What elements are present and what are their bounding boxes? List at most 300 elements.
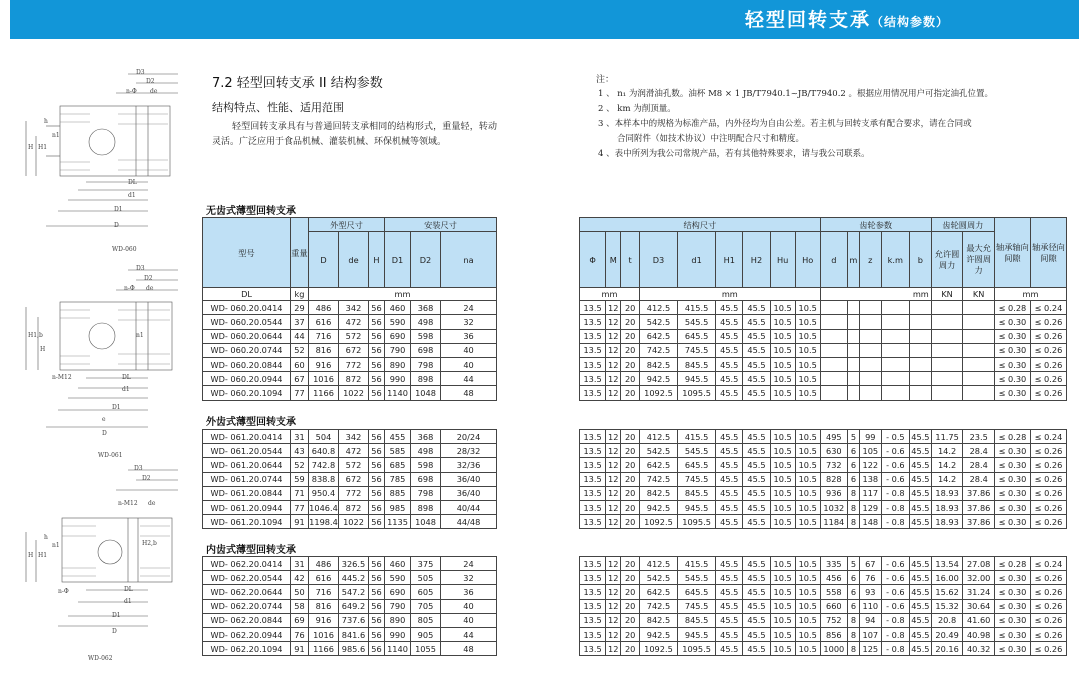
table-cell: 630 <box>820 444 847 458</box>
table-cell: 12 <box>606 458 621 472</box>
table-cell: 415.5 <box>678 430 716 444</box>
model-cell: WD- 060.20.0414 <box>203 301 291 315</box>
table-cell: 412.5 <box>639 557 677 571</box>
table-cell: 10.5 <box>770 315 795 329</box>
table-cell: 45.5 <box>716 357 743 371</box>
table-cell: 43 <box>291 444 309 458</box>
table-cell: ≤ 0.30 <box>994 372 1030 386</box>
drawing-label: de <box>150 88 158 95</box>
table-cell: 816 <box>309 599 339 613</box>
table-cell: 616 <box>309 571 339 585</box>
table-cell: 1166 <box>309 642 339 656</box>
col-b: b <box>909 232 931 288</box>
table-cell: ≤ 0.24 <box>1030 301 1066 315</box>
table-cell: 642.5 <box>639 585 677 599</box>
table-cell: 505 <box>411 571 441 585</box>
table-cell: 12 <box>606 627 621 641</box>
table-cell: 558 <box>820 585 847 599</box>
col-d1: d1 <box>678 232 716 288</box>
table-cell: 91 <box>291 642 309 656</box>
table-cell: 8 <box>847 613 859 627</box>
table-cell: 716 <box>309 585 339 599</box>
table-cell: 30.64 <box>963 599 995 613</box>
table-cell: 660 <box>820 599 847 613</box>
table-cell: ≤ 0.26 <box>1030 627 1066 641</box>
table-cell: 495 <box>820 430 847 444</box>
table-cell: 45.5 <box>716 571 743 585</box>
table-cell: 15.32 <box>931 599 963 613</box>
model-cell: WD- 060.20.0544 <box>203 315 291 329</box>
table-cell: 45.5 <box>716 515 743 529</box>
table-cell: ≤ 0.30 <box>994 444 1030 458</box>
table-cell: 129 <box>859 500 881 514</box>
table-cell: 845.5 <box>678 357 716 371</box>
table-cell: ≤ 0.26 <box>1030 444 1066 458</box>
page-banner <box>10 0 1079 39</box>
table-cell: 10.5 <box>770 642 795 656</box>
table-row <box>580 386 1067 400</box>
col-struct: 结构尺寸 <box>580 218 821 232</box>
table-cell: 20 <box>621 444 640 458</box>
table-cell: ≤ 0.26 <box>1030 386 1066 400</box>
table-cell: ≤ 0.26 <box>1030 571 1066 585</box>
table-cell: - 0.8 <box>881 500 909 514</box>
table-cell: 45.5 <box>743 472 770 486</box>
table-cell: 24 <box>441 301 497 315</box>
drawing-label: D2 <box>142 475 151 482</box>
table-cell: 742.8 <box>309 458 339 472</box>
table-cell: 547.2 <box>339 585 369 599</box>
table-cell: 12 <box>606 642 621 656</box>
drawing-label: n1 <box>136 332 144 339</box>
table-cell: 13.5 <box>580 372 606 386</box>
table-row <box>203 571 497 585</box>
table-cell: 598 <box>411 458 441 472</box>
table-cell: 842.5 <box>639 357 677 371</box>
table-cell: 45.5 <box>716 343 743 357</box>
table-row <box>203 585 497 599</box>
model-cell: WD- 062.20.0544 <box>203 571 291 585</box>
table-cell: 732 <box>820 458 847 472</box>
table-cell: 572 <box>339 458 369 472</box>
table-cell <box>881 343 909 357</box>
table-cell: 742.5 <box>639 599 677 613</box>
table-cell: 486 <box>309 557 339 571</box>
drawing-label: n1 <box>52 542 60 549</box>
table-cell <box>909 357 931 371</box>
table-cell <box>881 357 909 371</box>
drawing-label: e <box>102 416 106 423</box>
model-cell: WD- 061.20.0644 <box>203 458 291 472</box>
table-cell: 125 <box>859 642 881 656</box>
table-cell: 45.5 <box>743 315 770 329</box>
table-cell <box>881 315 909 329</box>
table-row <box>580 599 1067 613</box>
table-cell: 148 <box>859 515 881 529</box>
table-cell: 498 <box>411 444 441 458</box>
table-row <box>580 613 1067 627</box>
col-install: 安装尺寸 <box>385 218 497 232</box>
model-cell: WD- 061.20.1094 <box>203 515 291 529</box>
table-cell: 13.5 <box>580 343 606 357</box>
table-cell: ≤ 0.30 <box>994 329 1030 343</box>
table-cell: 498 <box>411 315 441 329</box>
drawing-wd-060-svg <box>18 66 190 266</box>
table-cell: 10.5 <box>795 571 820 585</box>
table-cell: 13.5 <box>580 458 606 472</box>
table-cell: 11.75 <box>931 430 963 444</box>
col-weight: 重量 <box>291 218 309 288</box>
table-cell: - 0.6 <box>881 585 909 599</box>
drawing-label: D1 <box>112 404 121 411</box>
table-cell: 45.5 <box>910 500 932 514</box>
table-cell: 12 <box>606 357 621 371</box>
table-cell: 645.5 <box>678 458 716 472</box>
drawing-label: DL <box>124 586 133 593</box>
table-cell: 1095.5 <box>678 515 716 529</box>
table-cell: 56 <box>369 301 385 315</box>
table-cell: 14.2 <box>931 472 963 486</box>
table-cell: 99 <box>859 430 881 444</box>
table-cell: 138 <box>859 472 881 486</box>
table-cell: 41.60 <box>963 613 995 627</box>
table-cell: 945.5 <box>678 627 716 641</box>
table-cell: 36 <box>441 329 497 343</box>
table-cell: 56 <box>369 343 385 357</box>
table-cell: ≤ 0.30 <box>994 642 1030 656</box>
table-cell: 698 <box>411 343 441 357</box>
table-cell <box>931 343 963 357</box>
table-cell <box>909 343 931 357</box>
table-cell: 56 <box>369 458 385 472</box>
table-cell: 40 <box>441 357 497 371</box>
col-d: d <box>820 232 847 288</box>
table-cell: 890 <box>385 357 411 371</box>
table-cell: 326.5 <box>339 557 369 571</box>
table-cell: 45.5 <box>716 444 743 458</box>
table-cell: 6 <box>847 472 859 486</box>
table-cell: 13.54 <box>931 557 963 571</box>
table-cell <box>963 386 995 400</box>
table-cell: 20.16 <box>931 642 963 656</box>
table-cell <box>820 386 847 400</box>
table-cell: 20 <box>621 500 640 514</box>
drawing-label: D3 <box>136 265 145 272</box>
col-z: z <box>859 232 881 288</box>
drawing-label: H <box>40 346 46 353</box>
table-cell: 455 <box>385 430 411 444</box>
table-cell: 56 <box>369 329 385 343</box>
table-cell: 45.5 <box>716 557 743 571</box>
table-cell: 752 <box>820 613 847 627</box>
table-cell: 45.5 <box>743 613 770 627</box>
table-cell: 10.5 <box>795 599 820 613</box>
table-cell <box>847 357 859 371</box>
table-cell: 45.5 <box>716 500 743 514</box>
table-cell: 56 <box>369 472 385 486</box>
table-cell: ≤ 0.30 <box>994 458 1030 472</box>
table-cell <box>931 357 963 371</box>
table-cell: 936 <box>820 486 847 500</box>
table-cell: 24 <box>441 557 497 571</box>
table-cell: 10.5 <box>795 329 820 343</box>
table-cell: 642.5 <box>639 458 677 472</box>
col-force: 齿轮圆周力 <box>931 218 994 232</box>
table-cell: 6 <box>847 599 859 613</box>
table-cell: 1016 <box>309 627 339 641</box>
table-cell: ≤ 0.30 <box>994 343 1030 357</box>
notes-heading: 注： <box>596 75 615 85</box>
table-cell: 45.5 <box>716 642 743 656</box>
table-cell: - 0.8 <box>881 613 909 627</box>
table-cell: 590 <box>385 571 411 585</box>
table-cell: 45.5 <box>743 557 770 571</box>
col-H: H <box>369 232 385 288</box>
table-cell: 1016 <box>309 372 339 386</box>
col-m: m <box>847 232 859 288</box>
table-cell: ≤ 0.26 <box>1030 329 1066 343</box>
table-cell: 45.5 <box>743 372 770 386</box>
table-cell: 45.5 <box>716 386 743 400</box>
model-cell: WD- 062.20.0844 <box>203 613 291 627</box>
table-cell: 445.2 <box>339 571 369 585</box>
table-cell <box>881 329 909 343</box>
table-cell: 890 <box>385 613 411 627</box>
table-row <box>203 301 497 315</box>
table-cell: 13.5 <box>580 315 606 329</box>
table-cell: 1166 <box>309 386 339 400</box>
table-cell: 20.8 <box>931 613 963 627</box>
table-cell: 13.5 <box>580 585 606 599</box>
left-table-061 <box>202 429 497 529</box>
table-cell: 45.5 <box>910 515 932 529</box>
table-cell: ≤ 0.30 <box>994 599 1030 613</box>
table-cell: 10.5 <box>770 613 795 627</box>
table-cell: 645.5 <box>678 329 716 343</box>
table-cell: 12 <box>606 472 621 486</box>
table-cell: 15.62 <box>931 585 963 599</box>
table-cell: 56 <box>369 430 385 444</box>
drawing-label: d1 <box>124 598 132 605</box>
table-cell: 990 <box>385 372 411 386</box>
table-cell: 94 <box>859 613 881 627</box>
table-row <box>203 472 497 486</box>
table-cell <box>820 301 847 315</box>
table-cell: 945.5 <box>678 500 716 514</box>
left-table-062 <box>202 556 497 656</box>
table-cell: 590 <box>385 315 411 329</box>
table-cell: 642.5 <box>639 329 677 343</box>
table-cell: 805 <box>411 613 441 627</box>
table-cell: 12 <box>606 343 621 357</box>
table-cell: 845.5 <box>678 613 716 627</box>
drawing-label: n-M12 <box>52 374 72 381</box>
notes-list <box>598 87 1068 162</box>
table-cell: 45.5 <box>743 515 770 529</box>
table-cell <box>963 301 995 315</box>
table-cell: 42 <box>291 571 309 585</box>
drawing-label: d1 <box>122 386 130 393</box>
table-cell <box>820 329 847 343</box>
drawing-label: d1 <box>128 192 136 199</box>
table-cell: ≤ 0.30 <box>994 515 1030 529</box>
table-cell: 12 <box>606 430 621 444</box>
table-cell: - 0.6 <box>881 599 909 613</box>
table-cell: 45.5 <box>743 585 770 599</box>
table-cell: 45.5 <box>743 599 770 613</box>
table-cell: 472 <box>339 444 369 458</box>
table-cell: 45.5 <box>743 571 770 585</box>
model-cell: WD- 062.20.0744 <box>203 599 291 613</box>
table-cell: 56 <box>369 444 385 458</box>
table-row <box>203 357 497 371</box>
table-cell: 545.5 <box>678 315 716 329</box>
table-cell: 20/24 <box>441 430 497 444</box>
table-cell: 13.5 <box>580 613 606 627</box>
table-cell: 20 <box>621 357 640 371</box>
table-row <box>580 571 1067 585</box>
table-cell: 18.93 <box>931 500 963 514</box>
section-body: 轻型回转支承具有与普通回转支承相同的结构形式，重量轻，转动灵活。广泛应用于食品机械、灌装机械、环保机械等领域。 <box>212 122 497 147</box>
group-title-external-teeth: 外齿式薄型回转支承 <box>206 417 296 428</box>
table-row <box>580 585 1067 599</box>
col-phi: Φ <box>580 232 606 288</box>
drawing-label: n-Φ <box>126 88 137 95</box>
unit-cell: KN <box>931 288 963 301</box>
drawing-caption: WD-060 <box>112 246 137 253</box>
table-cell: 13.5 <box>580 486 606 500</box>
table-cell: 460 <box>385 557 411 571</box>
table-row <box>203 613 497 627</box>
table-cell: 12 <box>606 613 621 627</box>
section-title: 7.2 轻型回转支承 II 结构参数 <box>212 76 383 91</box>
table-cell: 737.6 <box>339 613 369 627</box>
drawing-label: H1 <box>38 552 48 559</box>
table-cell <box>931 372 963 386</box>
table-cell: 20 <box>621 343 640 357</box>
table-cell: 45.5 <box>910 557 932 571</box>
table-cell: 335 <box>820 557 847 571</box>
drawing-caption: WD-061 <box>98 452 123 459</box>
table-row <box>203 515 497 529</box>
table-cell: 10.5 <box>770 515 795 529</box>
table-cell: 685 <box>385 458 411 472</box>
table-cell: 40 <box>441 343 497 357</box>
table-cell: 107 <box>859 627 881 641</box>
table-cell: 45.5 <box>716 315 743 329</box>
table-cell: 77 <box>291 500 309 514</box>
table-cell: - 0.6 <box>881 444 909 458</box>
table-cell: 20 <box>621 585 640 599</box>
table-cell: 45.5 <box>910 472 932 486</box>
table-cell <box>963 329 995 343</box>
table-cell: 1000 <box>820 642 847 656</box>
table-cell: 20 <box>621 430 640 444</box>
drawing-label: n-Φ <box>124 285 135 292</box>
table-cell: 20 <box>621 515 640 529</box>
table-cell: 472 <box>339 315 369 329</box>
table-row <box>580 301 1067 315</box>
table-cell: 45.5 <box>716 329 743 343</box>
table-cell: 745.5 <box>678 599 716 613</box>
drawing-label: D <box>102 430 107 437</box>
table-cell: 745.5 <box>678 472 716 486</box>
right-table-062 <box>579 556 1067 656</box>
table-cell: 772 <box>339 486 369 500</box>
table-cell: 545.5 <box>678 444 716 458</box>
table-cell: 616 <box>309 315 339 329</box>
table-cell: 44/48 <box>441 515 497 529</box>
table-cell: 12 <box>606 301 621 315</box>
drawing-caption: WD-062 <box>88 655 113 662</box>
table-cell: 10.5 <box>770 571 795 585</box>
table-cell: 37.86 <box>963 486 995 500</box>
table-cell: 12 <box>606 386 621 400</box>
table-cell: 1198.4 <box>309 515 339 529</box>
table-cell: 10.5 <box>770 301 795 315</box>
drawing-label: D3 <box>134 465 143 472</box>
table-cell: 10.5 <box>795 372 820 386</box>
drawing-label: H1 <box>38 144 48 151</box>
note-item: 1 、 n₁ 为润滑油孔数。油杯 M8 × 1 JB/T7940.1~JB/T7940.2 。根据应用情况用户可指定油孔位置。 <box>598 89 994 99</box>
table-cell: ≤ 0.28 <box>994 301 1030 315</box>
table-cell: 31.24 <box>963 585 995 599</box>
table-cell: 10.5 <box>795 486 820 500</box>
table-cell: 690 <box>385 329 411 343</box>
col-D3: D3 <box>639 232 677 288</box>
table-cell: ≤ 0.26 <box>1030 613 1066 627</box>
table-cell: ≤ 0.26 <box>1030 599 1066 613</box>
col-de: de <box>339 232 369 288</box>
table-cell: 10.5 <box>795 458 820 472</box>
table-cell: 20 <box>621 642 640 656</box>
table-cell <box>820 343 847 357</box>
table-cell: 40/44 <box>441 500 497 514</box>
table-cell: 13.5 <box>580 386 606 400</box>
table-cell: 14.2 <box>931 444 963 458</box>
table-cell: ≤ 0.30 <box>994 386 1030 400</box>
table-cell: 412.5 <box>639 430 677 444</box>
table-cell <box>847 386 859 400</box>
note-item: 合同附件（如技术协议）中注明配合尺寸和精度。 <box>617 134 805 144</box>
table-row <box>580 472 1067 486</box>
table-cell: 45.5 <box>910 613 932 627</box>
col-D1: D1 <box>385 232 411 288</box>
table-cell: 76 <box>859 571 881 585</box>
table-cell: 12 <box>606 329 621 343</box>
table-cell: 10.5 <box>770 500 795 514</box>
table-cell <box>909 372 931 386</box>
table-cell: 45.5 <box>743 386 770 400</box>
drawing-label: D1 <box>114 206 123 213</box>
table-cell: 572 <box>339 329 369 343</box>
table-cell: 45.5 <box>716 372 743 386</box>
table-cell: ≤ 0.28 <box>994 430 1030 444</box>
table-row <box>580 329 1067 343</box>
table-cell: 45.5 <box>910 585 932 599</box>
drawing-label: n1 <box>52 132 60 139</box>
table-cell: 28/32 <box>441 444 497 458</box>
table-cell: 542.5 <box>639 444 677 458</box>
table-cell: 841.6 <box>339 627 369 641</box>
table-cell: 59 <box>291 472 309 486</box>
table-row <box>203 627 497 641</box>
table-cell: 45.5 <box>743 486 770 500</box>
table-cell: - 0.8 <box>881 642 909 656</box>
table-cell: ≤ 0.26 <box>1030 357 1066 371</box>
table-cell: 45.5 <box>716 486 743 500</box>
table-cell: ≤ 0.26 <box>1030 372 1066 386</box>
